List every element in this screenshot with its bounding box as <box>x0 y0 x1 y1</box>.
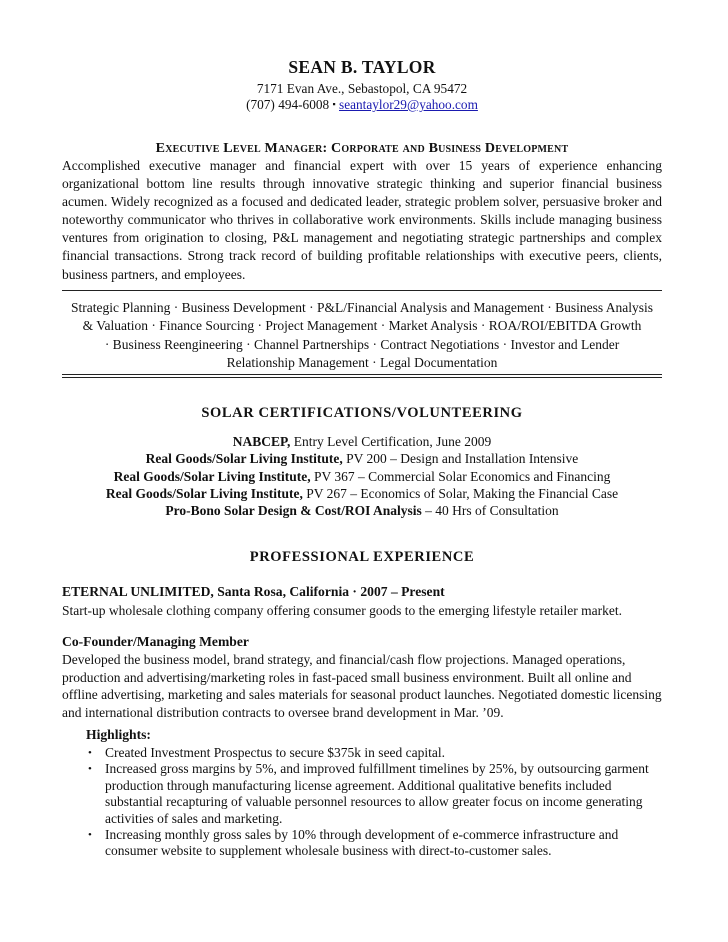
company-description: Start-up wholesale clothing company offering consumer goods to the emerging lifestyle retailer market. <box>62 603 622 618</box>
headline: Executive Level Manager: Corporate and Business Development <box>155 141 569 156</box>
skills-line: Strategic Planning · Business Development · P&L/Financial Analysis and Management · Business Analysis <box>71 300 653 315</box>
role-description: Developed the business model, brand strategy, and financial/cash flow projections. Managed operations, production and advertising/marketing roles in fast-paced small business environment. Built all online and offline advertising, marketing and sales materials for seasonal product launches. Negotiated domestic licensing and international distribution contracts to oversee brand development in Mar. ’09. <box>62 652 662 720</box>
divider-top <box>62 290 662 291</box>
skills-line: · Business Reengineering · Channel Partnerships · Contract Negotiations · Investor and Lender <box>104 336 620 352</box>
role-title: Co-Founder/Managing Member <box>62 634 249 649</box>
email-link[interactable]: seantaylor29@yahoo.com <box>339 97 478 112</box>
skills-list <box>62 299 662 373</box>
cert-item: Real Goods/Solar Living Institute, PV 267 – Economics of Solar, Making the Financial Case <box>105 485 619 501</box>
list-item: • Increased gross margins by 5%, and improved fulfillment timelines by 25%, by outsourcing garment production through manufacturing license agreement. Additional qualitative benefits included substantial recapturing of valuable personnel resources to allow greater focus on income generating activities of sales and marketing. <box>88 761 649 826</box>
cert-item: Real Goods/Solar Living Institute, PV 367 – Commercial Solar Economics and Financing <box>113 468 611 484</box>
contact-line <box>62 96 662 113</box>
address: 7171 Evan Ave., Sebastopol, CA 95472 <box>256 81 468 96</box>
company-heading: ETERNAL UNLIMITED, Santa Rosa, California · 2007 – Present <box>62 584 445 599</box>
experience-title: PROFESSIONAL EXPERIENCE <box>249 549 475 565</box>
divider-bottom-2 <box>62 377 662 378</box>
cert-item: Pro-Bono Solar Design & Cost/ROI Analysis – 40 Hrs of Consultation <box>165 503 559 519</box>
list-item: • Created Investment Prospectus to secure $375k in seed capital. <box>88 745 446 760</box>
candidate-name: SEAN B. TAYLOR <box>288 57 436 77</box>
certifications-list <box>62 433 662 519</box>
bullet-icon: • <box>88 763 92 776</box>
separator-bullet: ▪ <box>332 99 336 109</box>
bullet-icon: • <box>88 829 92 842</box>
cert-item: Real Goods/Solar Living Institute, PV 200 – Design and Installation Intensive <box>145 451 579 467</box>
skills-line: & Valuation · Finance Sourcing · Project Management · Market Analysis · ROA/ROI/EBITDA Growth <box>82 318 642 334</box>
list-item: • Increasing monthly gross sales by 10% through development of e-commerce infrastructure and consumer website to supplement wholesale business with direct-to-customer sales. <box>88 827 619 859</box>
highlights-title: Highlights: <box>86 727 151 742</box>
summary-paragraph: Accomplished executive manager and financial expert with over 15 years of experience enhancing organizational bottom line results through innovative strategic thinking and superior financial business acumen. Widely recognized as a focused and dedicated leader, strategic problem solver, persuasive broker and noteworthy communicator who thrives in collaborative work environments. Skills include managing business ventures from origination to closing, P&L management and negotiating strategic partnerships and complex financial transactions. Strong track record of building profitable relationships with executive peers, clients, business partners, and employees. <box>62 158 662 282</box>
phone: (707) 494-6008 <box>246 97 330 112</box>
certifications-title: SOLAR CERTIFICATIONS/VOLUNTEERING <box>201 405 523 421</box>
cert-item: NABCEP, Entry Level Certification, June 2009 <box>232 434 492 449</box>
highlights-list <box>86 745 666 860</box>
divider-bottom-1 <box>62 374 662 375</box>
skills-line: Relationship Management · Legal Documentation <box>226 355 498 371</box>
bullet-icon: • <box>88 747 92 759</box>
